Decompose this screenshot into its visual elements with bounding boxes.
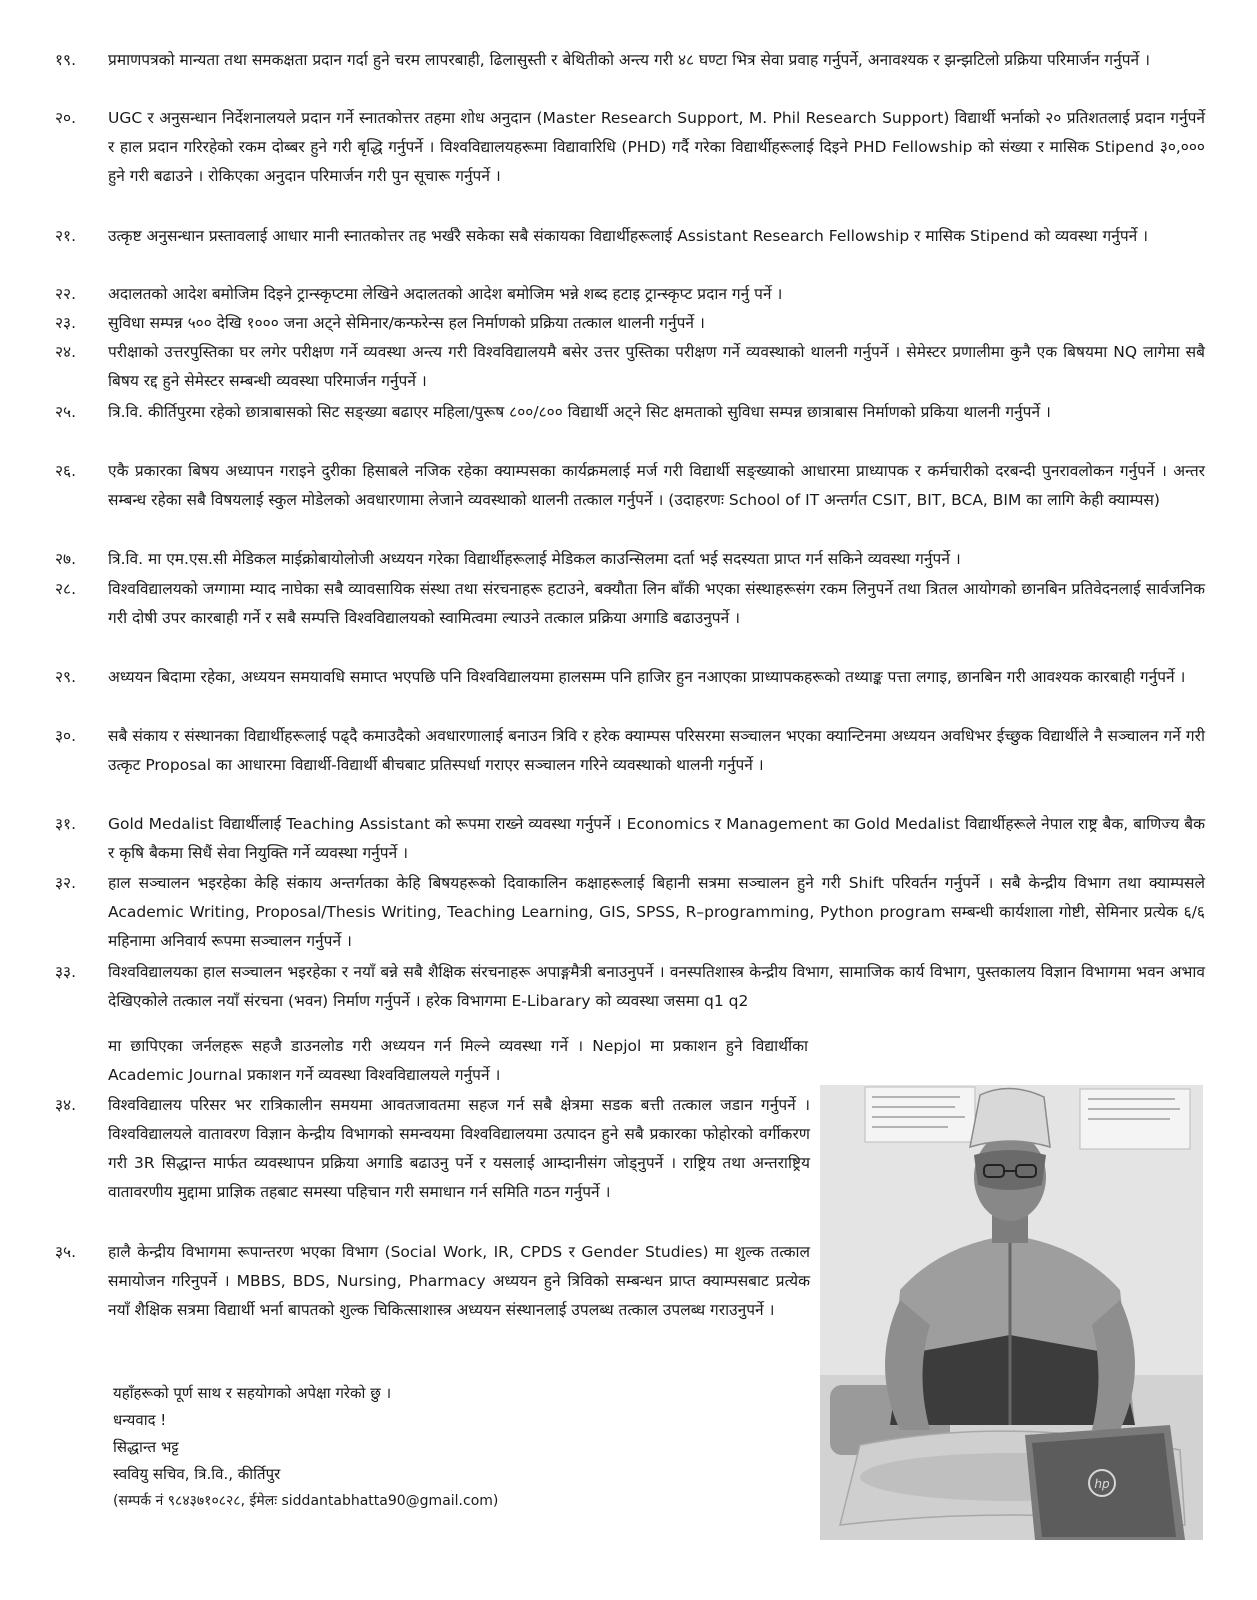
item-number: २२. — [55, 285, 77, 303]
item-number: ३१. — [55, 815, 77, 833]
item-number: २४. — [55, 343, 77, 361]
list-item-20 — [55, 104, 1205, 191]
item-text: सुविधा सम्पन्न ५०० देखि १००० जना अट्ने सेमिनार/कन्फरेन्स हल निर्माणको प्रक्रिया तत्काल थालनी गर्नुपर्ने । — [108, 314, 705, 332]
author-designation: स्ववियु सचिव, त्रि.वि., कीर्तिपुर — [113, 1465, 281, 1483]
list-item-32 — [55, 869, 1205, 956]
thanks-text: धन्यवाद ! — [113, 1411, 167, 1429]
list-item-21 — [55, 222, 1205, 251]
author-name: सिद्धान्त भट्ट — [113, 1438, 179, 1456]
item-text: अदालतको आदेश बमोजिम दिइने ट्रान्स्कृप्टमा लेखिने अदालतको आदेश बमोजिम भन्ने शब्द हटाइ ट्रान्स्कृप्ट प्रदान गर्नु पर्ने । — [108, 285, 783, 303]
author-photo — [820, 1085, 1203, 1540]
item-number: ३३. — [55, 963, 77, 981]
list-item-27 — [55, 545, 1205, 574]
item-number: २०. — [55, 109, 77, 127]
item-number: ३२. — [55, 874, 77, 892]
item-text: विश्वविद्यालयका हाल सञ्चालन भइरहेका र नयाँ बन्ने सबै शैक्षिक संरचनाहरू अपाङ्गमैत्री बनाउनुपर्ने । वनस्पतिशास्त्र केन्द्रीय विभाग, सामाजिक कार्य विभाग, पुस्तकालय विज्ञान विभागमा भवन अभाव देखिएकोले तत्काल नयाँ संरचना (भवन) निर्माण गर्नुपर्ने । हरेक विभागमा E-Libarary को व्यवस्था जसमा q1 q2 — [108, 963, 1205, 1010]
item-text: सबै संकाय र संस्थानका विद्यार्थीहरूलाई पढ्दै कमाउदैको अवधारणालाई बनाउन त्रिवि र हरेक क्याम्पस परिसरमा सञ्चालन भएका क्यान्टिनमा अध्ययन अवधिभर ईच्छुक विद्यार्थीले नै सञ्चालन गर्ने गरी उत्कृट Proposal का आधारमा विद्यार्थी-विद्यार्थी बीचबाट प्रतिस्पर्धा गराएर सञ्चालन गरिने व्यवस्थाको थालनी गर्नुपर्ने । — [108, 727, 1205, 774]
list-item-34 — [55, 1091, 810, 1207]
item-text: परीक्षाको उत्तरपुस्तिका घर लगेर परीक्षण गर्ने व्यवस्था अन्त्य गरी विश्वविद्यालयमै बसेर उत्तर पुस्तिका परीक्षण गर्ने व्यवस्थाको थालनी गर्नुपर्ने । सेमेस्टर प्रणालीमा कुनै एक बिषयमा NQ लागेमा सबै बिषय रद्द हुने सेमेस्टर सम्बन्धी व्यवस्था परिमार्जन गर्नुपर्ने । — [108, 343, 1205, 390]
list-item-22 — [55, 280, 1205, 309]
item-number: ३४. — [55, 1096, 77, 1114]
item-text: विश्वविद्यालय परिसर भर रात्रिकालीन समयमा आवतजावतमा सहज गर्न सबै क्षेत्रमा सडक बत्ती तत्काल जडान गर्नुपर्ने । विश्वविद्यालयले वातावरण विज्ञान केन्द्रीय विभागको समन्वयमा विश्वविद्यालयमा उत्पादन हुने सबै प्रकारका फोहोरको वर्गीकरण गरी 3R सिद्धान्त मार्फत व्यवस्थापन प्रक्रिया अगाडि बढाउनु पर्ने र यसलाई आम्दानीसंग जोड्नुपर्ने । राष्ट्रिय तथा अन्तराष्ट्रिय वातावरणीय मुद्दामा प्राज्ञिक तहबाट समस्या पहिचान गरी समाधान गर्न समिति गठन गर्नुपर्ने । — [108, 1096, 810, 1201]
list-item-29 — [55, 663, 1205, 692]
list-item-25 — [55, 398, 1205, 427]
item-number: २५. — [55, 403, 77, 421]
laptop-logo: hp — [1094, 1477, 1110, 1491]
item-text: त्रि.वि. कीर्तिपुरमा रहेको छात्राबासको सिट सङ्ख्या बढाएर महिला/पुरूष ८००/८०० विद्यार्थी अट्ने सिट क्षमताको सुविधा सम्पन्न छात्राबास निर्माणको प्रकिया थालनी गर्नुपर्ने । — [108, 403, 1051, 421]
list-item-33 — [55, 958, 1205, 1016]
item-number: २१. — [55, 227, 77, 245]
list-item-23 — [55, 309, 1205, 338]
list-item-24 — [55, 338, 1205, 396]
item-text: Gold Medalist विद्यार्थीलाई Teaching Assistant को रूपमा राख्ने व्यवस्था गर्नुपर्ने । Economics र Management का Gold Medalist विद्यार्थीहरूले नेपाल राष्ट्र बैक, बाणिज्य बैक र कृषि बैकमा सिधैं सेवा नियुक्ति गर्ने व्यवस्था गर्नुपर्ने । — [108, 815, 1205, 862]
item-text: अध्ययन बिदामा रहेका, अध्ययन समयावधि समाप्त भएपछि पनि विश्वविद्यालयमा हालसम्म पनि हाजिर हुन नआएका प्राध्यापकहरूको तथ्याङ्क पत्ता लगाइ, छानबिन गरी आवश्यक कारबाही गर्नुपर्ने । — [108, 668, 1186, 686]
item-text: त्रि.वि. मा एम.एस.सी मेडिकल माईक्रोबायोलोजी अध्ययन गरेका विद्यार्थीहरूलाई मेडिकल काउन्सिलमा दर्ता भई सदस्यता प्राप्त गर्न सकिने व्यवस्था गर्नुपर्ने । — [108, 550, 961, 568]
item-text: हाल सञ्चालन भइरहेका केहि संकाय अन्तर्गतका केहि बिषयहरूको दिवाकालिन कक्षाहरूलाई बिहानी सत्रमा सञ्चालन हुने गरी Shift परिवर्तन गर्नुपर्ने । सबै केन्द्रीय विभाग तथा क्याम्पसले Academic Writing, Proposal/Thesis Writing, Teaching Learning, GIS, SPSS, R–programming, Python program सम्बन्धी कार्यशाला गोष्टी, सेमिनार प्रत्येक ६/६ महिनामा अनिवार्य रूपमा सञ्चालन गर्नुपर्ने । — [108, 874, 1205, 950]
item-text: UGC र अनुसन्धान निर्देशनालयले प्रदान गर्ने स्नातकोत्तर तहमा शोध अनुदान (Master Research Support, M. Phil Research Support) विद्यार्थी भर्नाको २० प्रतिशतलाई प्रदान गर्नुपर्ने र हाल प्रदान गरिरहेको रकम दोब्बर हुने गरी बृद्धि गर्नुपर्ने । विश्वविद्यालयहरूमा विद्यावारिधि (PHD) गर्दै गरेका विद्यार्थीहरूलाई दिइने PHD Fellowship को संख्या र मासिक Stipend ३०,००० हुने गरी बढाउने । रोकिएका अनुदान परिमार्जन गरी पुन सूचारू गर्नुपर्ने । — [108, 109, 1205, 185]
list-item-19 — [55, 46, 1205, 75]
appeal-text: यहाँहरूको पूर्ण साथ र सहयोगको अपेक्षा गरेको छु । — [113, 1384, 392, 1402]
item-text: उत्कृष्ट अनुसन्धान प्रस्तावलाई आधार मानी स्नातकोत्तर तह भर्खरै सकेका सबै संकायका विद्यार्थीहरूलाई Assistant Research Fellowship र मासिक Stipend को व्यवस्था गर्नुपर्ने । — [108, 227, 1149, 245]
item-number: १९. — [55, 51, 77, 69]
item-text: विश्वविद्यालयको जग्गामा म्याद नाघेका सबै व्यावसायिक संस्था तथा संरचनाहरू हटाउने, बक्यौता लिन बाँकी भएका संस्थाहरूसंग रकम लिनुपर्ने तथा त्रितल आयोगको छानबिन प्रतिवेदनलाई सार्वजनिक गरी दोषी उपर कारबाही गर्ने र सबै सम्पत्ति विश्वविद्यालयको स्वामित्वमा ल्याउने तत्काल प्रक्रिया अगाडि बढाउनुपर्ने । — [108, 580, 1205, 627]
item-number: २९. — [55, 668, 77, 686]
list-item-35 — [55, 1238, 810, 1325]
list-item-26 — [55, 457, 1205, 515]
list-item-31 — [55, 810, 1205, 868]
item-text: एकै प्रकारका बिषय अध्यापन गराइने दुरीका हिसाबले नजिक रहेका क्याम्पसका कार्यक्रमलाई मर्ज गरी विद्यार्थी सङ्ख्याको आधारमा प्राध्यापक र कर्मचारीको दरबन्दी पुनरावलोकन गर्नुपर्ने । अन्तर सम्बन्ध रहेका सबै विषयलाई स्कुल मोडेलको अवधारणामा लेजाने व्यवस्थाको थालनी तत्काल गर्नुपर्ने । (उदाहरणः School of IT अन्तर्गत CSIT, BIT, BCA, BIM का लागि केही क्याम्पस) — [108, 462, 1205, 509]
author-contact: (सम्पर्क नं ९८४३७१०८२८, ईमेलः siddantabhatta90@gmail.com) — [113, 1493, 499, 1509]
item-number: २७. — [55, 550, 77, 568]
item-number: २६. — [55, 462, 77, 480]
item-number: २८. — [55, 580, 77, 598]
list-item-30 — [55, 722, 1205, 780]
list-item-33-continuation: मा छापिएका जर्नलहरू सहजै डाउनलोड गरी अध्ययन गर्न मिल्ने व्यवस्था गर्ने । Nepjol मा प्रकाशन हुने विद्यार्थीका Academic Journal प्रकाशन गर्ने व्यवस्था विश्वविद्यालयले गर्नुपर्ने । — [108, 1037, 808, 1084]
list-item-28 — [55, 575, 1205, 633]
item-number: २३. — [55, 314, 77, 332]
closing-block — [113, 1380, 498, 1515]
item-number: ३५. — [55, 1243, 77, 1261]
item-text: प्रमाणपत्रको मान्यता तथा समकक्षता प्रदान गर्दा हुने चरम लापरबाही, ढिलासुस्ती र बेथितीको अन्त्य गरी ४८ घण्टा भित्र सेवा प्रवाह गर्नुपर्ने, अनावश्यक र झन्झटिलो प्रक्रिया परिमार्जन गर्नुपर्ने । — [108, 51, 1150, 69]
laptop — [1025, 1425, 1185, 1540]
item-number: ३०. — [55, 727, 77, 745]
item-text: हालै केन्द्रीय विभागमा रूपान्तरण भएका विभाग (Social Work, IR, CPDS र Gender Studies) मा शुल्क तत्काल समायोजन गरिनुपर्ने । MBBS, BDS, Nursing, Pharmacy अध्ययन हुने त्रिविको सम्बन्धन प्राप्त क्याम्पसबाट प्रत्येक नयाँ शैक्षिक सत्रमा विद्यार्थी भर्ना बापतको शुल्क चिकित्साशास्त्र अध्ययन संस्थानलाई उपलब्ध तत्काल उपलब्ध गराउनुपर्ने । — [108, 1243, 810, 1319]
